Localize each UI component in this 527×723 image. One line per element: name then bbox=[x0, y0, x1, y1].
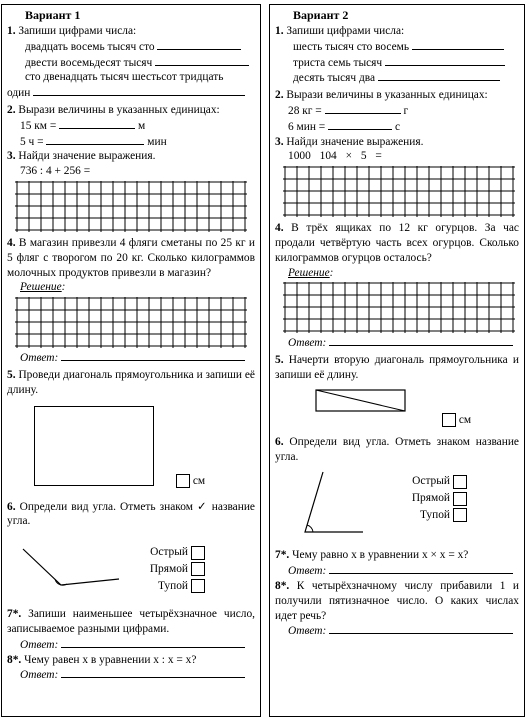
checkbox-acute[interactable] bbox=[453, 475, 467, 489]
answer-grid[interactable] bbox=[283, 166, 515, 217]
rectangle-with-diagonal bbox=[315, 389, 407, 413]
answer-line[interactable] bbox=[61, 350, 245, 361]
variant-2-title: Вариант 2 bbox=[293, 8, 349, 22]
variant-1-title: Вариант 1 bbox=[25, 8, 81, 22]
v1-task-8: 8*. Чему равен x в уравнении x : x = x? Ответ: bbox=[7, 653, 255, 684]
answer-line[interactable] bbox=[329, 563, 513, 574]
answer-line[interactable] bbox=[378, 70, 500, 81]
checkbox-obtuse[interactable] bbox=[191, 579, 205, 593]
checkbox-right[interactable] bbox=[453, 492, 467, 506]
v2-task-4: 4. В трёх ящиках по 12 кг огурцов. За час продали четвёртую часть всех огурцов. Сколько килограммов огурцов осталось? Решение: Ответ: bbox=[275, 222, 519, 350]
answer-grid[interactable] bbox=[15, 181, 247, 232]
solution-grid[interactable] bbox=[283, 282, 515, 333]
v1-task-2: 2. Вырази величины в указанных единицах: 15 км = м 5 ч = мин bbox=[7, 103, 220, 148]
v1-task-1: 1. Запиши цифрами числа: двадцать восемь тысяч сто двести восемьдесят тысяч сто двенадцать тысяч шестьсот тридцать один bbox=[7, 24, 255, 101]
v1-task-1-label: Запиши цифрами числа: bbox=[18, 25, 137, 37]
v2-task-2: 2. Вырази величины в указанных единицах: 28 кг = г 6 мин = с bbox=[275, 89, 488, 133]
v1-expression: 736 : 4 + 256 = bbox=[20, 165, 91, 178]
answer-line[interactable] bbox=[157, 39, 241, 50]
solution-grid[interactable] bbox=[15, 297, 247, 348]
answer-line[interactable] bbox=[59, 118, 135, 129]
answer-line[interactable] bbox=[412, 39, 504, 50]
v2-task-7: 7*. Чему равно x в уравнении x × x = x? Ответ: bbox=[275, 548, 519, 579]
answer-line[interactable] bbox=[155, 55, 249, 66]
checkbox-obtuse[interactable] bbox=[453, 508, 467, 522]
v1-task-7: 7*. Запиши наименьшее четырёхзначное число, записываемое разными цифрами. Ответ: bbox=[7, 608, 255, 651]
answer-line[interactable] bbox=[61, 637, 245, 648]
length-answer-box[interactable] bbox=[442, 413, 456, 427]
answer-line[interactable] bbox=[329, 335, 513, 346]
v2-task-1: 1. Запиши цифрами числа: шесть тысяч сто восемь триста семь тысяч десять тысяч два bbox=[275, 24, 519, 86]
answer-line[interactable] bbox=[46, 134, 144, 145]
v1-task-4: 4. В магазин привезли 4 фляги сметаны по 25 кг и 5 фляг с творогом по 20 кг. Сколько килограммов молочных продуктов привезли в магазин? Решение: Ответ: bbox=[7, 236, 255, 365]
rectangle-figure bbox=[34, 406, 154, 486]
angle-figure bbox=[19, 543, 129, 603]
v1-task-6: 6. Определи вид угла. Отметь знаком ✓ название угла. Острый Прямой Тупой bbox=[7, 500, 255, 600]
v2-task-6: 6. Определи вид угла. Отметь знаком название угла. Острый Прямой Тупой bbox=[275, 435, 519, 543]
answer-line[interactable] bbox=[328, 119, 392, 130]
variant-2-column bbox=[269, 4, 525, 717]
answer-line[interactable] bbox=[329, 623, 513, 634]
v2-task-3: 3. Найди значение выражения. 1000 104 × 5 = bbox=[275, 135, 519, 218]
answer-line[interactable] bbox=[33, 85, 245, 96]
length-answer-box[interactable] bbox=[176, 474, 190, 488]
checkbox-acute[interactable] bbox=[191, 546, 205, 560]
checkbox-right[interactable] bbox=[191, 562, 205, 576]
angle-figure bbox=[297, 468, 367, 540]
answer-line[interactable] bbox=[385, 55, 505, 66]
v2-task-8: 8*. К четырёхзначному числу прибавили 1 и получили пятизначное число. О каких числах идет речь? Ответ: bbox=[275, 579, 519, 638]
v1-task-3: 3. Найди значение выражения. 736 : 4 + 256 = bbox=[7, 149, 255, 232]
answer-line[interactable] bbox=[325, 103, 401, 114]
v2-task-5: 5. Начерти вторую диагональ прямоугольника и запиши её длину. см bbox=[275, 354, 519, 426]
v2-expression: 1000 104 × 5 = bbox=[288, 150, 382, 163]
variant-1-column bbox=[1, 4, 261, 717]
answer-line[interactable] bbox=[61, 667, 245, 678]
v1-task-5: 5. Проведи диагональ прямоугольника и запиши её длину. см bbox=[7, 368, 255, 487]
v1-task-4-text: В магазин привезли 4 фляги сметаны по 25 кг и 5 фляг с творогом по 20 кг. Сколько килограммов молочных продуктов привезли в магазин? bbox=[7, 236, 255, 279]
